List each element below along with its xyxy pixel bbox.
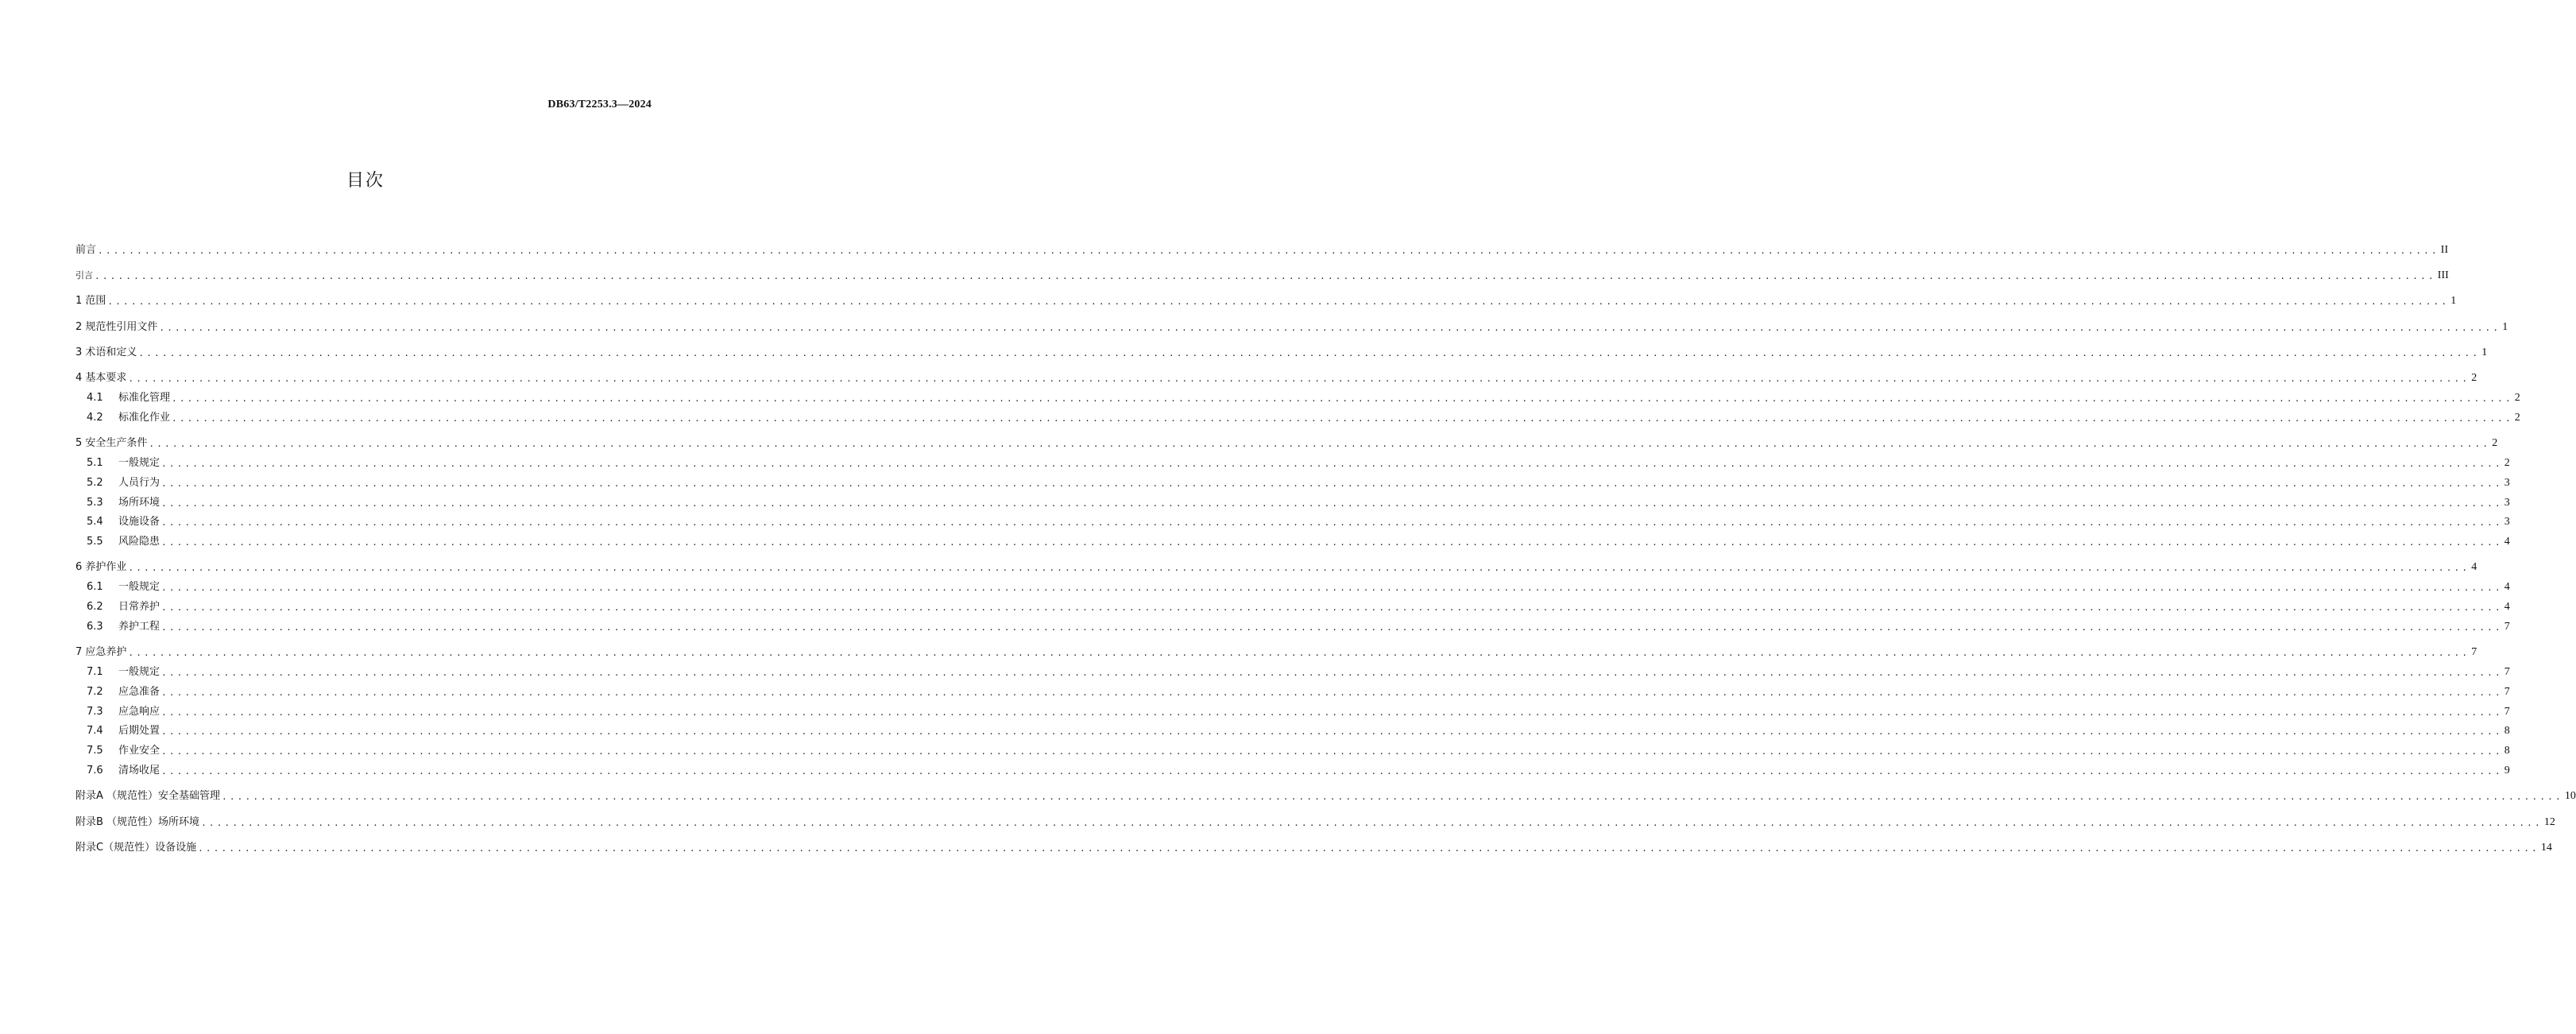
toc-entry-text: 标准化作业	[118, 411, 171, 424]
toc-entry-label	[87, 765, 160, 777]
toc-entry-text: 风险隐患	[118, 536, 161, 548]
toc-entry-label	[87, 621, 160, 633]
toc-entry[interactable]	[75, 237, 2449, 257]
toc-entry[interactable]	[75, 289, 2457, 308]
toc-entry-label	[87, 725, 160, 738]
toc-subentry[interactable]	[75, 757, 2510, 777]
toc-page-number: 14	[2540, 841, 2552, 854]
toc-page-number: 4	[2504, 536, 2510, 548]
toc-entry-text: 应急准备	[118, 685, 161, 698]
toc-entry-label	[87, 457, 160, 470]
toc-entry-text: 作业安全	[118, 745, 161, 757]
toc-entry-number: 7.3	[87, 705, 103, 718]
toc-subentry[interactable]	[75, 509, 2510, 529]
toc-subentry[interactable]	[75, 594, 2510, 614]
toc-leader-dots: ............................................................................................................................................................................................................................................................................................................	[161, 707, 2503, 718]
toc-page-number: 2	[2514, 411, 2520, 424]
toc-leader-dots: ............................................................................................................................................................................................................................................................................................................	[161, 583, 2503, 594]
toc-entry-text: 场所环境	[118, 496, 161, 509]
toc-leader-dots: ............................................................................................................................................................................................................................................................................................................	[161, 458, 2503, 469]
toc-entry-text: 标准化管理	[118, 392, 171, 405]
toc-entry-number: 6.3	[87, 620, 103, 633]
toc-page-number: 8	[2504, 745, 2510, 757]
toc-page-number: 1	[2502, 320, 2508, 333]
toc-leader-dots: ............................................................................................................................................................................................................................................................................................................	[161, 667, 2503, 678]
toc-entry-text: 日常养护	[118, 601, 161, 614]
toc-entry-label: 附录A （规范性）安全基础管理	[75, 790, 221, 803]
toc-leader-dots: ............................................................................................................................................................................................................................................................................................................	[161, 622, 2503, 633]
toc-entry-label: 前言	[75, 243, 97, 256]
toc-entry-text: 养护工程	[118, 620, 161, 633]
toc-entry-label: 5 安全生产条件	[75, 437, 148, 450]
toc-entry-label	[87, 516, 160, 529]
toc-leader-dots: ............................................................................................................................................................................................................................................................................................................	[198, 842, 2539, 854]
toc-leader-dots: ............................................................................................................................................................................................................................................................................................................	[222, 792, 2563, 803]
toc-page-number: 4	[2471, 561, 2477, 574]
toc-entry-number: 7.1	[87, 665, 103, 678]
toc-leader-dots: ............................................................................................................................................................................................................................................................................................................	[161, 517, 2503, 529]
toc-entry-number: 4.1	[87, 392, 103, 405]
toc-entry-number: 5.1	[87, 456, 103, 469]
toc-page-number: 7	[2504, 685, 2510, 698]
toc-entry-number: 7.6	[87, 764, 103, 776]
toc-entry-label	[87, 412, 170, 424]
toc-entry-label	[87, 497, 160, 509]
toc-entry-number: 6.1	[87, 581, 103, 594]
toc-leader-dots: ............................................................................................................................................................................................................................................................................................................	[161, 602, 2503, 614]
toc-entry-label	[87, 686, 160, 699]
toc-entry-number: 5.2	[87, 476, 103, 489]
toc-page-number: II	[2440, 243, 2449, 256]
toc-leader-dots: ............................................................................................................................................................................................................................................................................................................	[161, 746, 2503, 757]
toc-entry[interactable]	[75, 835, 2552, 854]
toc-entry-text: 一般规定	[118, 456, 161, 469]
toc-leader-dots: ............................................................................................................................................................................................................................................................................................................	[128, 648, 2470, 659]
toc-title: 目次	[346, 171, 385, 191]
toc-leader-dots: ............................................................................................................................................................................................................................................................................................................	[172, 393, 2513, 405]
toc-entry[interactable]	[75, 339, 2488, 359]
toc-entry-label: 3 术语和定义	[75, 346, 137, 358]
toc-page-number: 10	[2564, 790, 2576, 803]
toc-entry-number: 5.4	[87, 516, 103, 529]
toc-entry-label: 2 规范性引用文件	[75, 320, 158, 333]
toc-page-number: 3	[2504, 496, 2510, 509]
toc-entry-label: 附录B （规范性）场所环境	[75, 815, 200, 828]
toc-leader-dots: ............................................................................................................................................................................................................................................................................................................	[138, 347, 2481, 358]
document-code: DB63/T2253.3—2024	[547, 99, 652, 110]
toc-subentry[interactable]	[75, 718, 2510, 738]
toc-subentry[interactable]	[75, 574, 2510, 594]
toc-entry[interactable]	[75, 430, 2498, 450]
toc-entry[interactable]	[75, 365, 2477, 385]
toc-entry-number: 5.5	[87, 536, 103, 548]
toc-subentry[interactable]	[75, 679, 2510, 699]
toc-leader-dots: ............................................................................................................................................................................................................................................................................................................	[161, 726, 2503, 738]
toc-entry[interactable]	[75, 639, 2477, 659]
toc-page-number: 2	[2492, 437, 2498, 450]
toc-subentry[interactable]	[75, 738, 2510, 757]
toc-entry-number: 7.5	[87, 745, 103, 757]
toc-page-number: 8	[2504, 725, 2510, 738]
toc-leader-dots: ............................................................................................................................................................................................................................................................................................................	[201, 817, 2543, 828]
toc-entry-text: 清场收尾	[118, 764, 161, 776]
toc-page-number: 4	[2504, 581, 2510, 594]
toc-entry[interactable]	[75, 783, 2576, 803]
toc-entry-label: 7 应急养护	[75, 646, 127, 659]
toc-leader-dots: ............................................................................................................................................................................................................................................................................................................	[95, 271, 2436, 282]
toc-subentry[interactable]	[75, 490, 2510, 509]
toc-entry-number: 6.2	[87, 601, 103, 614]
toc-leader-dots: ............................................................................................................................................................................................................................................................................................................	[149, 439, 2491, 450]
toc-subentry[interactable]	[75, 470, 2510, 490]
toc-entry-number: 7.2	[87, 685, 103, 698]
toc-entry-text: 一般规定	[118, 581, 161, 594]
toc-entry-label	[87, 581, 160, 594]
toc-entry[interactable]	[75, 809, 2555, 829]
toc-entry[interactable]	[75, 314, 2508, 334]
toc-page-number: 7	[2504, 705, 2510, 718]
toc-leader-dots: ............................................................................................................................................................................................................................................................................................................	[128, 563, 2470, 574]
toc-leader-dots: ............................................................................................................................................................................................................................................................................................................	[161, 687, 2503, 698]
toc-leader-dots: ............................................................................................................................................................................................................................................................................................................	[107, 296, 2450, 308]
toc-page-number: 2	[2514, 392, 2520, 405]
toc-entry-label: 1 范围	[75, 295, 106, 308]
toc-entry-label: 附录C（规范性）设备设施	[75, 841, 197, 854]
toc-entry-label	[87, 666, 160, 679]
toc-leader-dots: ............................................................................................................................................................................................................................................................................................................	[161, 498, 2503, 509]
toc-subentry[interactable]	[75, 385, 2520, 405]
toc-entry-number: 5.3	[87, 496, 103, 509]
toc-page-number: 1	[2450, 295, 2457, 308]
toc-page-number: 7	[2504, 620, 2510, 633]
toc-page-number: 3	[2504, 516, 2510, 529]
toc-leader-dots: ............................................................................................................................................................................................................................................................................................................	[161, 537, 2503, 548]
toc-leader-dots: ............................................................................................................................................................................................................................................................................................................	[161, 765, 2503, 776]
toc-entry-label	[87, 745, 160, 757]
toc-page-number: 3	[2504, 476, 2510, 489]
toc-page-number: 7	[2471, 646, 2477, 659]
toc-subentry[interactable]	[75, 405, 2520, 424]
toc-page-number: 12	[2543, 815, 2555, 828]
toc-entry-text: 人员行为	[118, 476, 161, 489]
toc-page-number: 1	[2481, 346, 2488, 358]
toc-subentry[interactable]	[75, 450, 2510, 470]
toc-leader-dots: ............................................................................................................................................................................................................................................................................................................	[98, 245, 2439, 256]
toc-entry-text: 应急响应	[118, 705, 161, 718]
toc-subentry[interactable]	[75, 659, 2510, 679]
toc-entry-label: 6 养护作业	[75, 561, 127, 574]
toc-page-number: 2	[2504, 456, 2510, 469]
toc-page-number: 7	[2504, 665, 2510, 678]
toc-subentry[interactable]	[75, 614, 2510, 633]
toc-subentry[interactable]	[75, 699, 2510, 718]
toc-leader-dots: ............................................................................................................................................................................................................................................................................................................	[128, 374, 2470, 385]
toc-entry-label: 4 基本要求	[75, 372, 127, 385]
toc-entry[interactable]	[75, 555, 2477, 575]
toc-page-number: 2	[2471, 372, 2477, 385]
toc-entry-label	[87, 706, 160, 718]
toc-leader-dots: ............................................................................................................................................................................................................................................................................................................	[159, 322, 2501, 333]
toc-page-number: 4	[2504, 601, 2510, 614]
toc-entry-label	[87, 477, 160, 490]
toc-entry-text: 后期处置	[118, 725, 161, 738]
toc-entry-label	[87, 536, 160, 548]
toc-entry-label	[87, 601, 160, 614]
toc-entry-label: 引言	[75, 270, 93, 281]
toc-entry-label	[87, 392, 170, 405]
toc-entry-text: 设施设备	[118, 516, 161, 529]
toc-entry-number: 7.4	[87, 725, 103, 738]
toc-leader-dots: ............................................................................................................................................................................................................................................................................................................	[161, 478, 2503, 489]
toc-entry-text: 一般规定	[118, 665, 161, 678]
toc-page-number: 9	[2504, 764, 2510, 776]
table-of-contents	[75, 237, 2576, 854]
toc-entry[interactable]	[75, 262, 2449, 282]
toc-subentry[interactable]	[75, 529, 2510, 548]
toc-leader-dots: ............................................................................................................................................................................................................................................................................................................	[172, 412, 2513, 424]
toc-page-number: III	[2437, 269, 2449, 282]
toc-entry-number: 4.2	[87, 411, 103, 424]
